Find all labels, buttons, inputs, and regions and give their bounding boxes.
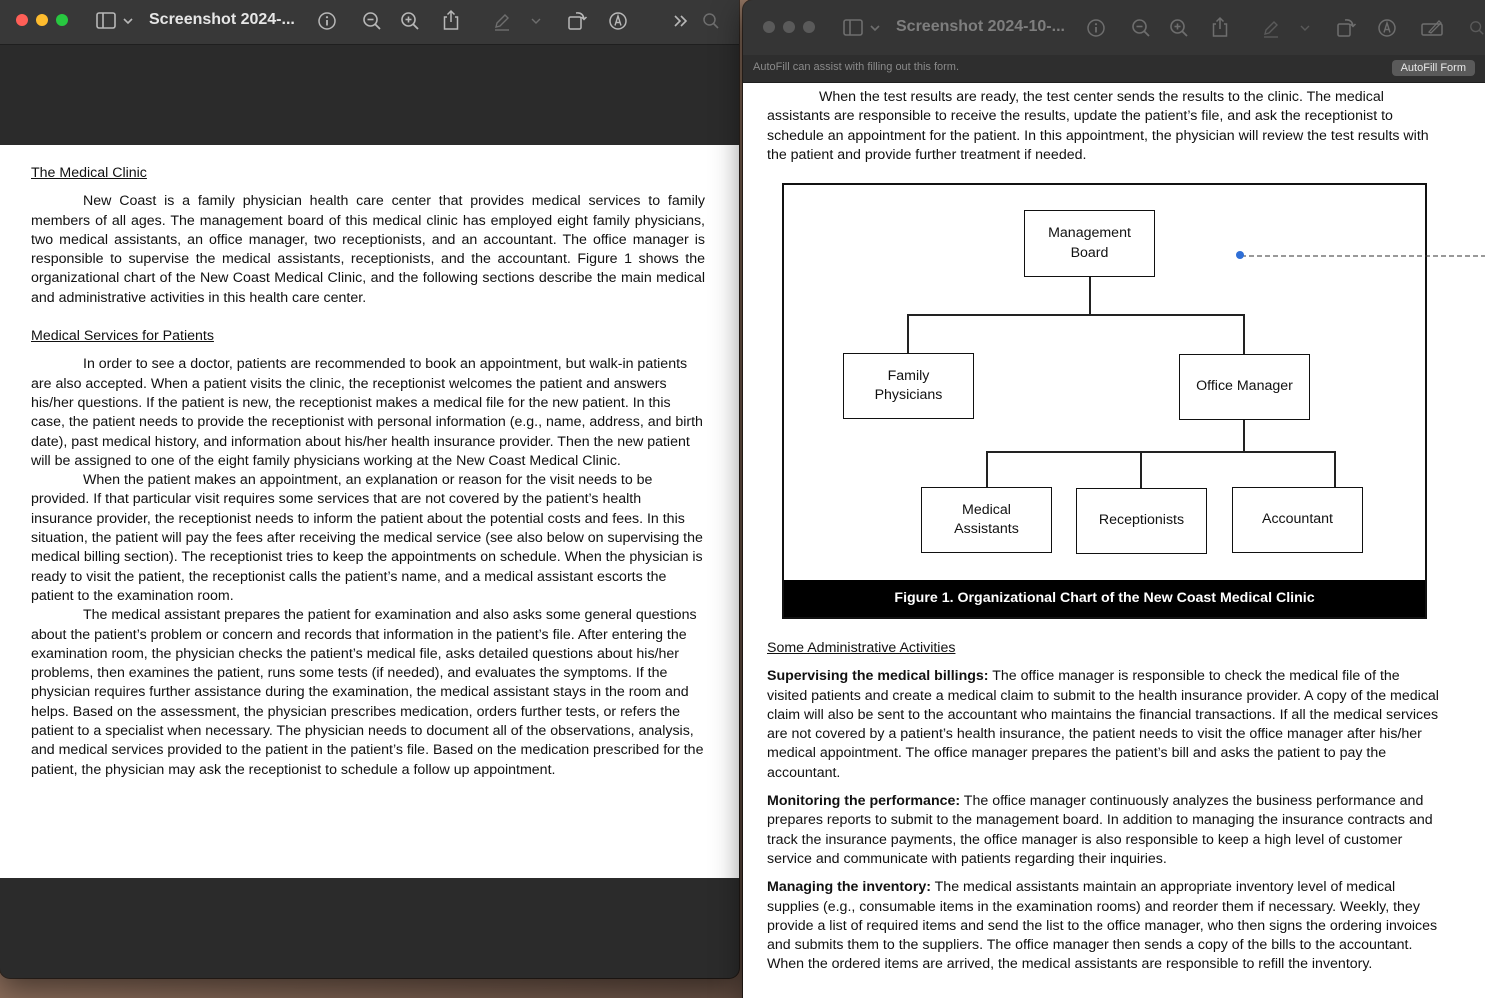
activity-paragraph (767, 792, 1443, 869)
form-edit-icon (1420, 18, 1446, 38)
markup-button[interactable] (1260, 17, 1282, 39)
window-title: Screenshot 2024-10-... (896, 18, 1065, 35)
section-heading: Medical Services for Patients (31, 328, 214, 345)
markup-circle-icon (1377, 18, 1397, 38)
sidebar-toggle-button[interactable] (95, 10, 135, 32)
org-node-accountant (1232, 487, 1363, 553)
org-node-office-manager (1179, 354, 1310, 420)
window-title: Screenshot 2024-... (149, 11, 295, 28)
org-node-receptionists (1076, 488, 1207, 554)
markup-menu-button[interactable] (528, 10, 544, 32)
rotate-button[interactable] (1334, 15, 1358, 39)
search-button[interactable] (1469, 17, 1485, 39)
connector-line (1089, 277, 1091, 315)
paragraph: When the patient makes an appointment, an explanation or reason for the visit needs to be provided. If that particular visit requires some services that are not covered by the patient’s health insurance provider, the receptionist needs to inform the patient about the potential costs and fees. In this situation, the patient will pay the fees after receiving the medical service (see also below on supervising the medical billing section). The receptionist tries to keep the appointments on schedule. When the physician is ready to visit the patient, the receptionist calls the patient’s name, and a medical assistant escorts the patient to the examination room. (31, 472, 703, 604)
double-chevron-icon (672, 11, 688, 31)
rotate-icon (566, 9, 588, 31)
activity-paragraph (767, 667, 1443, 783)
search-button[interactable] (701, 10, 721, 32)
zoom-button[interactable] (56, 14, 68, 26)
connector-line (1243, 420, 1245, 452)
autofill-form-button[interactable]: AutoFill Form (1392, 60, 1475, 76)
share-button[interactable] (1209, 15, 1231, 39)
connector-line (1140, 451, 1142, 491)
org-node-label: Accountant (1262, 511, 1333, 528)
search-icon (702, 11, 720, 31)
zoom-in-button[interactable] (399, 10, 421, 32)
figure-caption: Figure 1. Organizational Chart of the New Coast Medical Clinic (784, 580, 1425, 617)
paragraph: The medical assistant prepares the patient for examination and also asks some general questions about the patient’s problem or concern and records that information in the patient’s file. After entering the examination room, the physician checks the patient’s medical file, asks detailed questions about his/her problems, then examines the patient, runs some tests (if needed), and evaluates the symptoms. If the physician requires further assistance during the examination, the medical assistant stays in the room and helps. Based on the assessment, the physician prescribes medication, orders further tests, or refers the patient to a specialist when necessary. The physician needs to document all of the observations, analysis, and medical services provided to the patient in the patient’s file. Based on the medication prescribed for the patient, the physician may ask the receptionist to schedule a follow up appointment. (31, 607, 704, 778)
rotate-button[interactable] (565, 8, 589, 32)
selection-handle-icon[interactable] (1236, 251, 1244, 259)
minimize-button[interactable] (36, 14, 48, 26)
more-toolbar-button[interactable] (671, 10, 689, 32)
share-icon (1210, 16, 1230, 38)
info-button[interactable] (1085, 17, 1107, 39)
activity-text: The office manager is responsible to check the medical file of the visited patients and create a medical claim to submit to the health insurance provider. A copy of the medical claim will also be sent to the accountant who maintains the financial transactions. If all the medical services are not covered by a patient’s health insurance, the patient needs to visit the office manager after his/her medical appointment. The office manager prepares the patient’s bill and asks the patient to pay the accountant. (767, 668, 1439, 781)
activity-label: Monitoring the performance: (767, 793, 961, 810)
connector-line (1334, 451, 1336, 490)
zoom-out-icon (1131, 18, 1151, 38)
autofill-bar (743, 55, 1485, 83)
info-icon (317, 11, 337, 31)
zoom-out-button[interactable] (361, 10, 383, 32)
info-button[interactable] (316, 10, 338, 32)
section-heading: Some Administrative Activities (767, 640, 956, 656)
connector-line (907, 314, 909, 354)
chevron-down-icon (1299, 18, 1311, 38)
search-icon (1469, 18, 1485, 38)
preview-window-left (0, 0, 739, 978)
annotate-button[interactable] (607, 10, 629, 32)
sidebar-icon (95, 11, 135, 31)
paragraph: New Coast is a family physician health care center that provides medical services to family members of all ages. The management board of this medical clinic has employed eight family physicians, two medical assistants, an office manager, two receptionists, and an accountant. The office manager is responsible to supervise the medical assistants, receptionists, and the accountant. Figure 1 shows the organizational chart of the New Coast Medical Clinic, and the following sections describe the main medical and administrative activities in this health care center. (31, 193, 705, 306)
pen-icon (1261, 18, 1281, 38)
pen-icon (492, 11, 512, 31)
info-icon (1086, 18, 1106, 38)
annotate-button[interactable] (1376, 17, 1398, 39)
org-node-label: Receptionists (1098, 512, 1185, 529)
activity-label: Supervising the medical billings: (767, 668, 989, 685)
zoom-in-icon (1169, 18, 1189, 38)
markup-button[interactable] (491, 10, 513, 32)
activity-paragraph (767, 878, 1443, 974)
close-button[interactable] (16, 14, 28, 26)
rotate-icon (1335, 16, 1357, 38)
org-node-management-board (1024, 210, 1155, 277)
zoom-button[interactable] (803, 21, 815, 33)
minimize-button[interactable] (783, 21, 795, 33)
share-icon (441, 9, 461, 31)
activity-label: Managing the inventory: (767, 879, 931, 896)
org-node-label: Management Board (1048, 225, 1131, 261)
connector-line (907, 314, 1244, 316)
connector-line (986, 451, 1335, 453)
org-node-medical-assistants (921, 487, 1052, 553)
zoom-in-button[interactable] (1168, 17, 1190, 39)
preview-window-right (743, 0, 1485, 998)
paragraph: In order to see a doctor, patients are recommended to book an appointment, but walk-in patients are also accepted. When a patient visits the clinic, the receptionist welcomes the patient and answers his/her questions. If the patient is new, the receptionist makes a medical file for the new patient. In this case, the patient needs to provide the receptionist with personal information (e.g., name, address, and birth date), past medical history, and information about his/her health insurance provider. Then the new patient will be assigned to one of the eight family physicians working at the New Coast Medical Clinic. (31, 356, 703, 469)
sidebar-icon (842, 18, 882, 38)
toolbar (0, 0, 739, 45)
activity-text: The medical assistants maintain an appropriate inventory level of medical supplies (e.g., consumable items in the examination rooms) and reorder them if necessary. Weekly, they provide a list of required items and send the list to the office manager, who then signs the ordering invoices and submits them to the suppliers. The office manager then sends a copy of the bills to the accountant. When the ordered items are arrived, the medical assistants are responsible to refill the inventory. (767, 879, 1438, 973)
document-page (0, 145, 739, 878)
zoom-out-icon (362, 11, 382, 31)
sidebar-toggle-button[interactable] (842, 17, 882, 39)
toolbar (743, 0, 1485, 56)
markup-menu-button[interactable] (1297, 17, 1313, 39)
annotation-connector[interactable] (1233, 249, 1485, 263)
paragraph: When the test results are ready, the test center sends the results to the clinic. The medical assistants are responsible to receive the results, update the patient’s file, and ask the receptionist to schedule an appointment for the patient. In this appointment, the physician will review the test results with the patient and provide further treatment if needed. (767, 89, 1429, 163)
connector-line (1243, 314, 1245, 355)
form-fill-button[interactable] (1420, 17, 1446, 39)
autofill-message: AutoFill can assist with filling out this form. (753, 61, 960, 73)
chevron-down-icon (530, 11, 542, 31)
section-heading: The Medical Clinic (31, 165, 147, 181)
document-page (743, 83, 1485, 998)
connector-line (986, 451, 988, 489)
markup-circle-icon (608, 11, 628, 31)
zoom-in-icon (400, 11, 420, 31)
zoom-out-button[interactable] (1130, 17, 1152, 39)
share-button[interactable] (440, 8, 462, 32)
activity-text: The office manager continuously analyzes the business performance and prepares reports to submit to the management board. In addition to managing the insurance contracts and track the insurance payments, the office manager is also responsible to keep a high level of customer service and communicate with patients regarding their inquiries. (767, 793, 1433, 867)
org-node-label: Office Manager (1196, 378, 1293, 395)
org-node-family-physicians (843, 353, 974, 419)
close-button[interactable] (763, 21, 775, 33)
org-node-label: Family Physicians (874, 367, 943, 403)
org-node-label: Medical Assistants (954, 501, 1019, 537)
